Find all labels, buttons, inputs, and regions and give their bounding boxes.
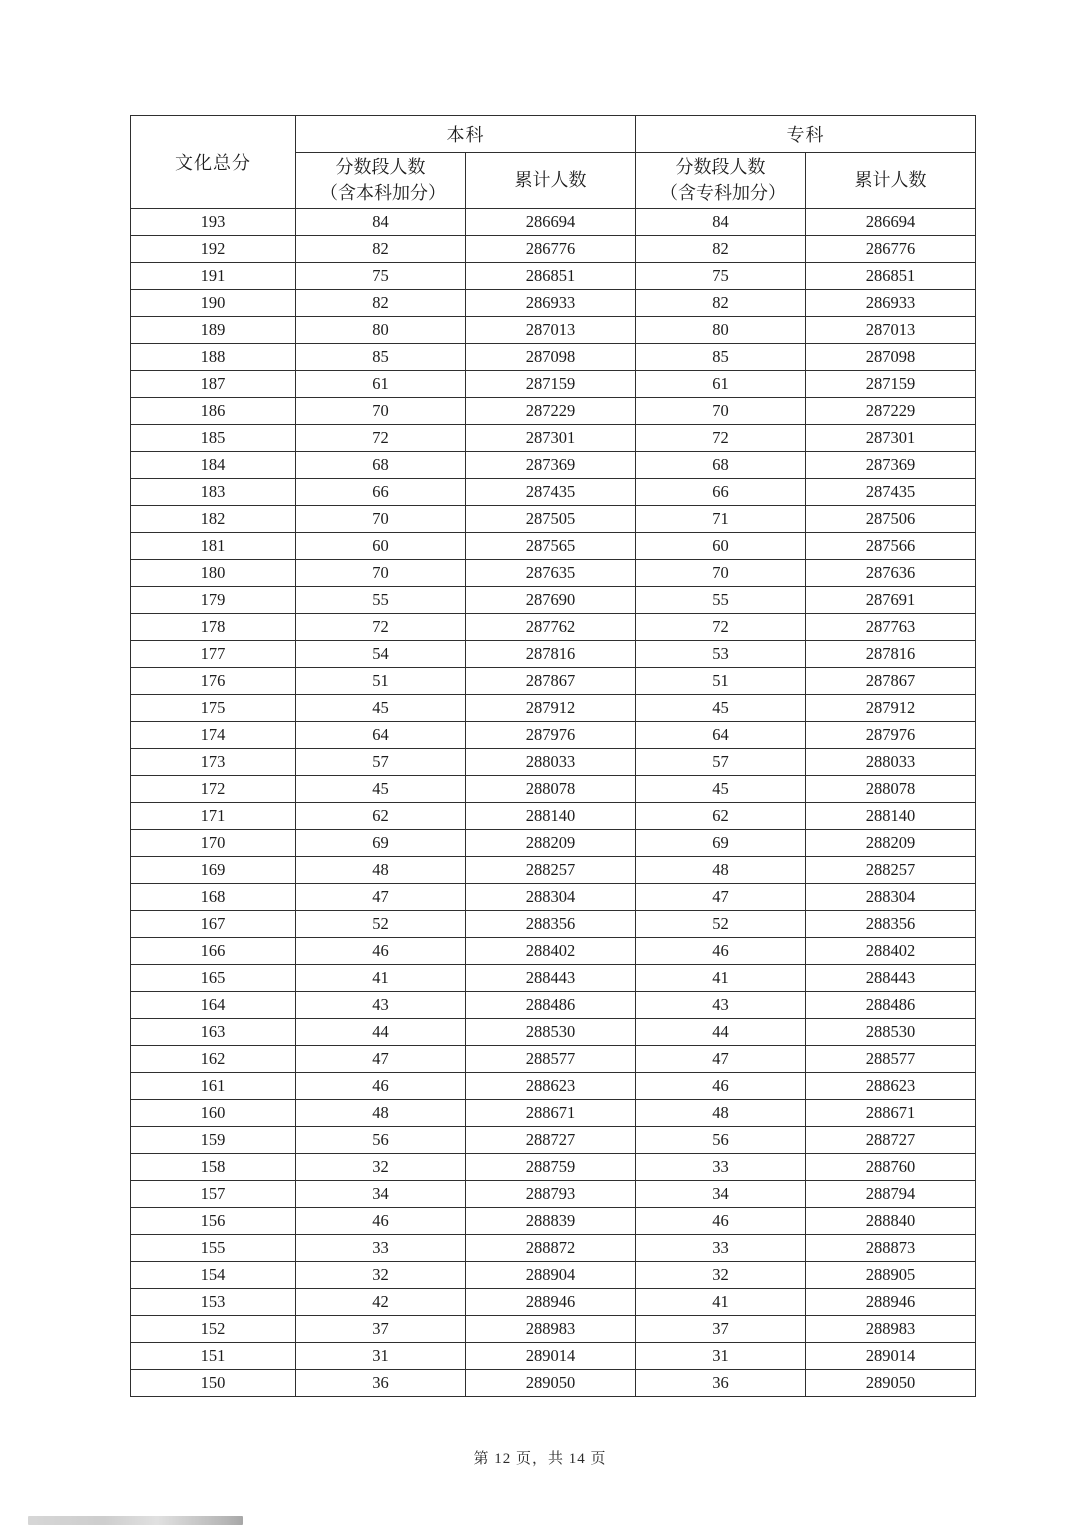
cell-score: 180 xyxy=(131,560,296,587)
header-zhuanke-cumulative: 累计人数 xyxy=(806,153,976,209)
cell-zhuanke-segment: 72 xyxy=(636,425,806,452)
cell-zhuanke-cumulative: 287369 xyxy=(806,452,976,479)
cell-benke-cumulative: 286851 xyxy=(466,263,636,290)
table-row xyxy=(131,1208,976,1235)
cell-benke-cumulative: 287635 xyxy=(466,560,636,587)
cell-zhuanke-segment: 82 xyxy=(636,236,806,263)
cell-score: 182 xyxy=(131,506,296,533)
cell-zhuanke-cumulative: 287506 xyxy=(806,506,976,533)
cell-benke-segment: 61 xyxy=(296,371,466,398)
cell-score: 178 xyxy=(131,614,296,641)
cell-zhuanke-segment: 33 xyxy=(636,1154,806,1181)
table-row xyxy=(131,1316,976,1343)
table-row xyxy=(131,1289,976,1316)
cell-benke-segment: 85 xyxy=(296,344,466,371)
cell-benke-segment: 51 xyxy=(296,668,466,695)
cell-benke-cumulative: 288304 xyxy=(466,884,636,911)
cell-zhuanke-segment: 33 xyxy=(636,1235,806,1262)
cell-zhuanke-cumulative: 287566 xyxy=(806,533,976,560)
cell-benke-cumulative: 288623 xyxy=(466,1073,636,1100)
cell-benke-segment: 72 xyxy=(296,425,466,452)
cell-score: 150 xyxy=(131,1370,296,1397)
cell-benke-cumulative: 288402 xyxy=(466,938,636,965)
cell-benke-segment: 75 xyxy=(296,263,466,290)
cell-benke-cumulative: 288577 xyxy=(466,1046,636,1073)
cell-zhuanke-cumulative: 288530 xyxy=(806,1019,976,1046)
score-table-body xyxy=(131,209,976,1397)
cell-score: 153 xyxy=(131,1289,296,1316)
cell-benke-cumulative: 288872 xyxy=(466,1235,636,1262)
cell-benke-cumulative: 287159 xyxy=(466,371,636,398)
cell-score: 177 xyxy=(131,641,296,668)
cell-zhuanke-cumulative: 288794 xyxy=(806,1181,976,1208)
cell-benke-segment: 46 xyxy=(296,938,466,965)
cell-zhuanke-segment: 48 xyxy=(636,857,806,884)
cell-zhuanke-segment: 41 xyxy=(636,1289,806,1316)
cell-score: 161 xyxy=(131,1073,296,1100)
table-row xyxy=(131,1046,976,1073)
cell-benke-segment: 34 xyxy=(296,1181,466,1208)
cell-zhuanke-cumulative: 286851 xyxy=(806,263,976,290)
cell-benke-cumulative: 287301 xyxy=(466,425,636,452)
cell-score: 162 xyxy=(131,1046,296,1073)
cell-zhuanke-segment: 44 xyxy=(636,1019,806,1046)
cell-zhuanke-segment: 37 xyxy=(636,1316,806,1343)
cell-zhuanke-segment: 84 xyxy=(636,209,806,236)
cell-zhuanke-segment: 56 xyxy=(636,1127,806,1154)
table-row xyxy=(131,965,976,992)
cell-score: 190 xyxy=(131,290,296,317)
cell-score: 179 xyxy=(131,587,296,614)
table-row xyxy=(131,992,976,1019)
cell-benke-segment: 37 xyxy=(296,1316,466,1343)
cell-score: 169 xyxy=(131,857,296,884)
cell-zhuanke-cumulative: 288671 xyxy=(806,1100,976,1127)
table-row xyxy=(131,479,976,506)
cell-score: 181 xyxy=(131,533,296,560)
header-group-row xyxy=(131,116,976,153)
table-row xyxy=(131,884,976,911)
cell-zhuanke-segment: 70 xyxy=(636,398,806,425)
header-score-column: 文化总分 xyxy=(131,116,296,209)
cell-zhuanke-segment: 43 xyxy=(636,992,806,1019)
cell-zhuanke-cumulative: 288257 xyxy=(806,857,976,884)
cell-zhuanke-segment: 80 xyxy=(636,317,806,344)
page-number-footer: 第 12 页，共 14 页 xyxy=(473,1451,607,1467)
cell-benke-cumulative: 287976 xyxy=(466,722,636,749)
cell-zhuanke-segment: 72 xyxy=(636,614,806,641)
cell-benke-cumulative: 288078 xyxy=(466,776,636,803)
cell-benke-segment: 48 xyxy=(296,857,466,884)
cell-zhuanke-cumulative: 287867 xyxy=(806,668,976,695)
cell-benke-cumulative: 288671 xyxy=(466,1100,636,1127)
cell-benke-segment: 45 xyxy=(296,776,466,803)
cell-zhuanke-cumulative: 287763 xyxy=(806,614,976,641)
cell-zhuanke-segment: 85 xyxy=(636,344,806,371)
cell-score: 185 xyxy=(131,425,296,452)
cell-benke-cumulative: 288443 xyxy=(466,965,636,992)
cell-zhuanke-cumulative: 288304 xyxy=(806,884,976,911)
cell-benke-cumulative: 286776 xyxy=(466,236,636,263)
table-row xyxy=(131,830,976,857)
cell-benke-segment: 42 xyxy=(296,1289,466,1316)
cell-zhuanke-cumulative: 286933 xyxy=(806,290,976,317)
cell-benke-cumulative: 287912 xyxy=(466,695,636,722)
cell-zhuanke-segment: 61 xyxy=(636,371,806,398)
cell-score: 170 xyxy=(131,830,296,857)
cell-benke-cumulative: 288033 xyxy=(466,749,636,776)
table-row xyxy=(131,371,976,398)
cell-benke-segment: 33 xyxy=(296,1235,466,1262)
cell-score: 186 xyxy=(131,398,296,425)
cell-benke-cumulative: 287762 xyxy=(466,614,636,641)
header-benke-cumulative: 累计人数 xyxy=(466,153,636,209)
cell-score: 176 xyxy=(131,668,296,695)
cell-zhuanke-segment: 55 xyxy=(636,587,806,614)
cell-score: 184 xyxy=(131,452,296,479)
cell-benke-segment: 68 xyxy=(296,452,466,479)
cell-zhuanke-segment: 62 xyxy=(636,803,806,830)
table-row xyxy=(131,1154,976,1181)
cell-zhuanke-segment: 36 xyxy=(636,1370,806,1397)
cell-benke-segment: 54 xyxy=(296,641,466,668)
table-row xyxy=(131,803,976,830)
cell-zhuanke-segment: 68 xyxy=(636,452,806,479)
cell-benke-cumulative: 288209 xyxy=(466,830,636,857)
table-row xyxy=(131,1100,976,1127)
cell-score: 167 xyxy=(131,911,296,938)
cell-benke-cumulative: 288793 xyxy=(466,1181,636,1208)
cell-zhuanke-cumulative: 287435 xyxy=(806,479,976,506)
cell-score: 151 xyxy=(131,1343,296,1370)
cell-zhuanke-cumulative: 288623 xyxy=(806,1073,976,1100)
cell-zhuanke-segment: 53 xyxy=(636,641,806,668)
cell-zhuanke-cumulative: 287976 xyxy=(806,722,976,749)
cell-score: 166 xyxy=(131,938,296,965)
cell-zhuanke-cumulative: 288402 xyxy=(806,938,976,965)
cell-benke-cumulative: 287013 xyxy=(466,317,636,344)
cell-zhuanke-cumulative: 287691 xyxy=(806,587,976,614)
table-row xyxy=(131,1019,976,1046)
cell-benke-cumulative: 288904 xyxy=(466,1262,636,1289)
cell-benke-cumulative: 288486 xyxy=(466,992,636,1019)
cell-score: 191 xyxy=(131,263,296,290)
cell-benke-segment: 70 xyxy=(296,560,466,587)
cell-zhuanke-segment: 71 xyxy=(636,506,806,533)
cell-benke-segment: 41 xyxy=(296,965,466,992)
cell-zhuanke-segment: 32 xyxy=(636,1262,806,1289)
cell-zhuanke-cumulative: 287159 xyxy=(806,371,976,398)
cell-benke-cumulative: 288140 xyxy=(466,803,636,830)
cell-benke-cumulative: 288759 xyxy=(466,1154,636,1181)
cell-score: 174 xyxy=(131,722,296,749)
cell-benke-segment: 36 xyxy=(296,1370,466,1397)
table-row xyxy=(131,236,976,263)
cell-benke-cumulative: 288839 xyxy=(466,1208,636,1235)
table-row xyxy=(131,749,976,776)
cell-score: 171 xyxy=(131,803,296,830)
cell-score: 164 xyxy=(131,992,296,1019)
cell-zhuanke-cumulative: 288209 xyxy=(806,830,976,857)
cell-zhuanke-segment: 75 xyxy=(636,263,806,290)
cell-score: 189 xyxy=(131,317,296,344)
header-benke-segment: 分数段人数（含本科加分） xyxy=(296,153,466,209)
cell-score: 159 xyxy=(131,1127,296,1154)
cell-zhuanke-cumulative: 288873 xyxy=(806,1235,976,1262)
cell-zhuanke-cumulative: 288983 xyxy=(806,1316,976,1343)
cell-zhuanke-cumulative: 286694 xyxy=(806,209,976,236)
cell-zhuanke-cumulative: 288033 xyxy=(806,749,976,776)
cell-zhuanke-segment: 82 xyxy=(636,290,806,317)
scan-artifact xyxy=(28,1516,243,1525)
cell-benke-segment: 57 xyxy=(296,749,466,776)
score-table-header xyxy=(131,116,976,209)
cell-score: 154 xyxy=(131,1262,296,1289)
cell-benke-segment: 69 xyxy=(296,830,466,857)
cell-benke-segment: 46 xyxy=(296,1208,466,1235)
table-row xyxy=(131,668,976,695)
score-table xyxy=(130,115,976,1397)
cell-benke-cumulative: 287565 xyxy=(466,533,636,560)
cell-benke-cumulative: 287435 xyxy=(466,479,636,506)
table-row xyxy=(131,1073,976,1100)
cell-benke-segment: 62 xyxy=(296,803,466,830)
cell-benke-cumulative: 288946 xyxy=(466,1289,636,1316)
cell-benke-segment: 82 xyxy=(296,290,466,317)
cell-zhuanke-cumulative: 288356 xyxy=(806,911,976,938)
cell-score: 163 xyxy=(131,1019,296,1046)
cell-benke-cumulative: 288257 xyxy=(466,857,636,884)
cell-score: 172 xyxy=(131,776,296,803)
cell-benke-segment: 47 xyxy=(296,1046,466,1073)
cell-benke-segment: 32 xyxy=(296,1154,466,1181)
cell-zhuanke-cumulative: 286776 xyxy=(806,236,976,263)
table-row xyxy=(131,857,976,884)
header-group-zhuanke: 专科 xyxy=(636,116,976,153)
cell-score: 183 xyxy=(131,479,296,506)
cell-zhuanke-cumulative: 288140 xyxy=(806,803,976,830)
cell-zhuanke-segment: 57 xyxy=(636,749,806,776)
table-row xyxy=(131,1235,976,1262)
cell-score: 165 xyxy=(131,965,296,992)
cell-score: 175 xyxy=(131,695,296,722)
header-group-benke: 本科 xyxy=(296,116,636,153)
cell-benke-segment: 43 xyxy=(296,992,466,1019)
cell-benke-cumulative: 288727 xyxy=(466,1127,636,1154)
table-row xyxy=(131,587,976,614)
table-row xyxy=(131,560,976,587)
cell-benke-segment: 55 xyxy=(296,587,466,614)
cell-zhuanke-cumulative: 289014 xyxy=(806,1343,976,1370)
cell-zhuanke-segment: 60 xyxy=(636,533,806,560)
cell-benke-segment: 52 xyxy=(296,911,466,938)
cell-benke-segment: 47 xyxy=(296,884,466,911)
cell-benke-segment: 64 xyxy=(296,722,466,749)
cell-benke-cumulative: 287816 xyxy=(466,641,636,668)
cell-zhuanke-cumulative: 287636 xyxy=(806,560,976,587)
cell-benke-cumulative: 287229 xyxy=(466,398,636,425)
cell-zhuanke-cumulative: 287301 xyxy=(806,425,976,452)
cell-score: 188 xyxy=(131,344,296,371)
cell-benke-segment: 82 xyxy=(296,236,466,263)
table-row xyxy=(131,344,976,371)
cell-benke-segment: 60 xyxy=(296,533,466,560)
cell-score: 152 xyxy=(131,1316,296,1343)
table-row xyxy=(131,1343,976,1370)
header-zhuanke-segment: 分数段人数（含专科加分） xyxy=(636,153,806,209)
cell-benke-cumulative: 286694 xyxy=(466,209,636,236)
table-row xyxy=(131,614,976,641)
cell-zhuanke-cumulative: 288577 xyxy=(806,1046,976,1073)
cell-zhuanke-cumulative: 288486 xyxy=(806,992,976,1019)
table-row xyxy=(131,317,976,344)
cell-zhuanke-segment: 45 xyxy=(636,776,806,803)
cell-benke-cumulative: 289050 xyxy=(466,1370,636,1397)
cell-zhuanke-cumulative: 287013 xyxy=(806,317,976,344)
cell-benke-segment: 44 xyxy=(296,1019,466,1046)
cell-score: 155 xyxy=(131,1235,296,1262)
table-row xyxy=(131,695,976,722)
table-row xyxy=(131,452,976,479)
cell-benke-cumulative: 288983 xyxy=(466,1316,636,1343)
cell-zhuanke-segment: 31 xyxy=(636,1343,806,1370)
cell-benke-segment: 45 xyxy=(296,695,466,722)
cell-benke-segment: 56 xyxy=(296,1127,466,1154)
cell-benke-cumulative: 287505 xyxy=(466,506,636,533)
cell-zhuanke-segment: 51 xyxy=(636,668,806,695)
table-row xyxy=(131,1181,976,1208)
cell-benke-segment: 31 xyxy=(296,1343,466,1370)
cell-zhuanke-cumulative: 287098 xyxy=(806,344,976,371)
cell-zhuanke-segment: 45 xyxy=(636,695,806,722)
cell-benke-segment: 48 xyxy=(296,1100,466,1127)
cell-score: 160 xyxy=(131,1100,296,1127)
cell-benke-cumulative: 288356 xyxy=(466,911,636,938)
table-row xyxy=(131,938,976,965)
cell-benke-cumulative: 289014 xyxy=(466,1343,636,1370)
cell-benke-cumulative: 287690 xyxy=(466,587,636,614)
table-row xyxy=(131,398,976,425)
table-row xyxy=(131,290,976,317)
cell-zhuanke-cumulative: 288078 xyxy=(806,776,976,803)
cell-zhuanke-segment: 69 xyxy=(636,830,806,857)
table-row xyxy=(131,209,976,236)
cell-score: 193 xyxy=(131,209,296,236)
cell-zhuanke-segment: 47 xyxy=(636,1046,806,1073)
cell-zhuanke-segment: 47 xyxy=(636,884,806,911)
cell-score: 192 xyxy=(131,236,296,263)
cell-benke-cumulative: 287098 xyxy=(466,344,636,371)
cell-zhuanke-segment: 34 xyxy=(636,1181,806,1208)
cell-score: 187 xyxy=(131,371,296,398)
cell-zhuanke-segment: 66 xyxy=(636,479,806,506)
cell-benke-segment: 32 xyxy=(296,1262,466,1289)
table-row xyxy=(131,263,976,290)
cell-score: 157 xyxy=(131,1181,296,1208)
cell-zhuanke-cumulative: 289050 xyxy=(806,1370,976,1397)
cell-benke-segment: 70 xyxy=(296,398,466,425)
table-row xyxy=(131,1127,976,1154)
cell-benke-segment: 66 xyxy=(296,479,466,506)
cell-benke-segment: 84 xyxy=(296,209,466,236)
table-row xyxy=(131,722,976,749)
cell-zhuanke-segment: 64 xyxy=(636,722,806,749)
cell-score: 158 xyxy=(131,1154,296,1181)
cell-zhuanke-segment: 46 xyxy=(636,1208,806,1235)
table-row xyxy=(131,641,976,668)
cell-zhuanke-segment: 46 xyxy=(636,1073,806,1100)
table-row xyxy=(131,1262,976,1289)
cell-score: 168 xyxy=(131,884,296,911)
cell-zhuanke-cumulative: 288905 xyxy=(806,1262,976,1289)
cell-benke-cumulative: 288530 xyxy=(466,1019,636,1046)
cell-score: 156 xyxy=(131,1208,296,1235)
cell-zhuanke-cumulative: 288946 xyxy=(806,1289,976,1316)
cell-benke-segment: 80 xyxy=(296,317,466,344)
cell-zhuanke-cumulative: 287816 xyxy=(806,641,976,668)
cell-zhuanke-segment: 52 xyxy=(636,911,806,938)
cell-score: 173 xyxy=(131,749,296,776)
cell-benke-segment: 46 xyxy=(296,1073,466,1100)
cell-benke-cumulative: 287867 xyxy=(466,668,636,695)
cell-zhuanke-segment: 70 xyxy=(636,560,806,587)
cell-benke-cumulative: 287369 xyxy=(466,452,636,479)
table-row xyxy=(131,1370,976,1397)
cell-zhuanke-cumulative: 288443 xyxy=(806,965,976,992)
cell-zhuanke-cumulative: 287912 xyxy=(806,695,976,722)
cell-zhuanke-segment: 48 xyxy=(636,1100,806,1127)
table-row xyxy=(131,776,976,803)
table-row xyxy=(131,533,976,560)
cell-zhuanke-cumulative: 288727 xyxy=(806,1127,976,1154)
cell-zhuanke-cumulative: 288760 xyxy=(806,1154,976,1181)
table-row xyxy=(131,425,976,452)
cell-zhuanke-cumulative: 287229 xyxy=(806,398,976,425)
cell-zhuanke-cumulative: 288840 xyxy=(806,1208,976,1235)
cell-benke-segment: 70 xyxy=(296,506,466,533)
cell-benke-cumulative: 286933 xyxy=(466,290,636,317)
table-row xyxy=(131,911,976,938)
cell-zhuanke-segment: 46 xyxy=(636,938,806,965)
table-row xyxy=(131,506,976,533)
cell-zhuanke-segment: 41 xyxy=(636,965,806,992)
cell-benke-segment: 72 xyxy=(296,614,466,641)
